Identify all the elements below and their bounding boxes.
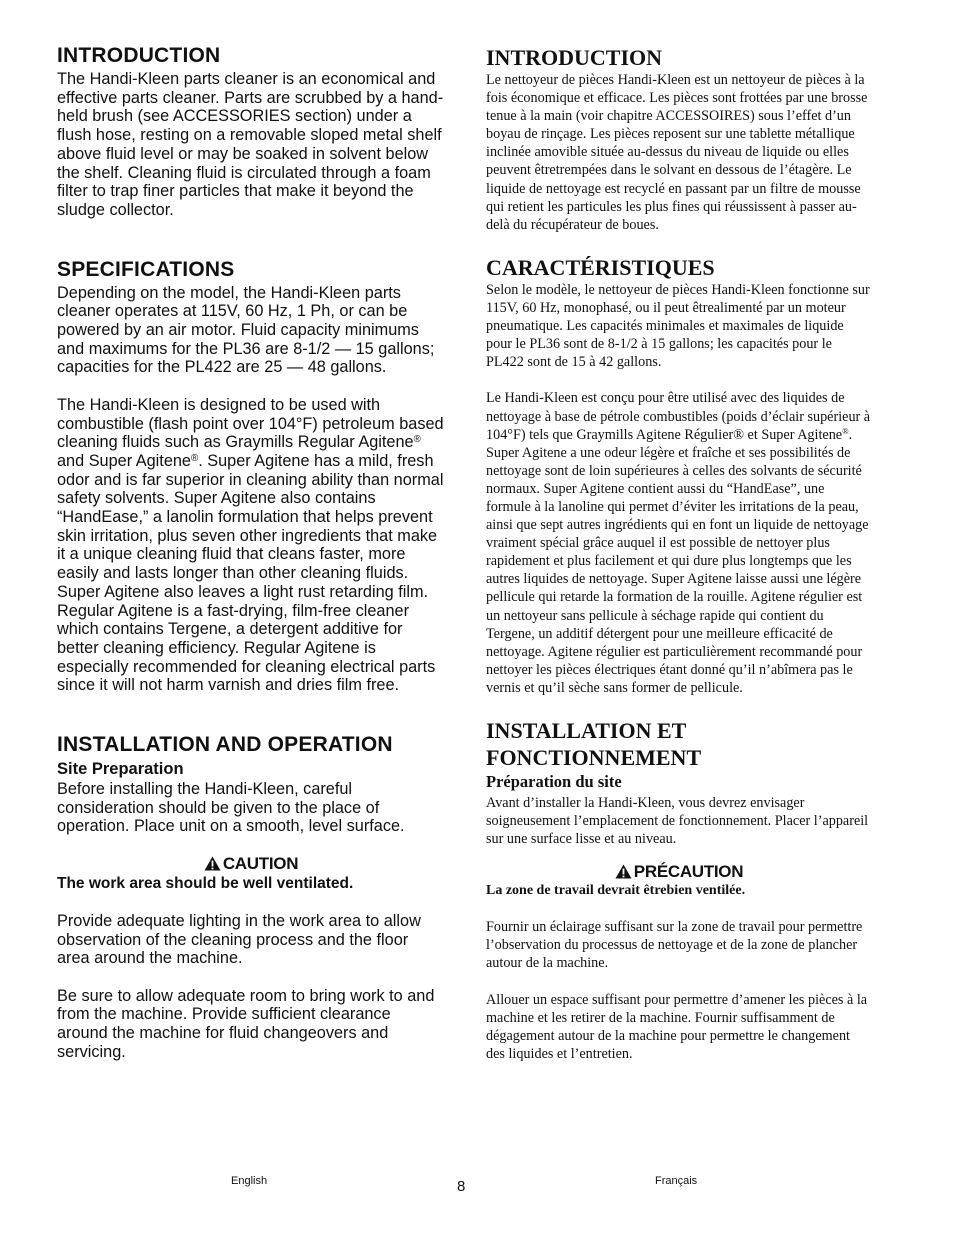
french-column [486, 44, 872, 1063]
fr-caution-label [486, 862, 872, 882]
en-spec-part-a: The Handi-Kleen is designed to be used with combustible (flash point over 104°F) petroleum based cleaning fluids such as Graymills Regular Agitene [57, 395, 444, 452]
en-specifications-text-1: Depending on the model, the Handi-Kleen parts cleaner operates at 115V, 60 Hz, 1 Ph, or can be powered by an air motor. Fluid capacity minimums and maximums for the PL36 are 8-1/2 — 15 gallons; capacities for the PL422 are 25 — 48 gallons. [57, 283, 435, 377]
en-specifications-text-2 [57, 396, 445, 695]
english-column [57, 44, 445, 1061]
en-introduction-heading: INTRODUCTION [57, 44, 221, 67]
en-spec-part-c: . Super Agitene has a mild, fresh odor and is far superior in cleaning ability than normal safety solvents. Super Agitene also contains “HandEase,” a lanolin formulation that helps prevent skin irritation, plus seven other ingredients that make it a unique cleaning fluid that cleans faster, more easily and lasts longer than other cleaning fluids. Super Agitene also leaves a light rust retarding film. Regular Agitene is a fast-drying, film-free cleaner which contains Tergene, a detergent additive for better cleaning efficiency. Regular Agitene is especially recommended for cleaning electrical parts since it will not harm varnish and dries film free. [57, 451, 444, 695]
en-room-text: Be sure to allow adequate room to bring work to and from the machine. Provide sufficient clearance around the machine for fluid changeovers and servicing. [57, 986, 435, 1061]
en-specifications-heading: SPECIFICATIONS [57, 257, 235, 281]
en-site-preparation-text: Before installing the Handi-Kleen, careful consideration should be given to the place of operation. Place unit on a smooth, level surface. [57, 780, 405, 836]
page-number: 8 [457, 1178, 466, 1195]
footer-french-label: Français [655, 1175, 698, 1187]
fr-specifications-heading: CARACTÉRISTIQUES [486, 254, 715, 280]
fr-caution-label-text: PRÉCAUTION [633, 862, 744, 882]
en-registered-mark-2: ® [190, 452, 199, 464]
en-spec-part-b: and Super Agitene [57, 451, 191, 470]
fr-registered-mark: ® [842, 425, 849, 436]
en-caution-label [57, 854, 445, 874]
en-caution-text: The work area should be well ventilated. [57, 875, 354, 893]
warning-triangle-icon [204, 856, 221, 871]
fr-specifications-text-1: Selon le modèle, le nettoyeur de pièces Handi-Kleen fonctionne sur 115V, 60 Hz, monophasé, ou il peut êtrealimenté par un moteur pneumatique. Les capacités minimales et maximales de liquide pour le PL36 sont de 8-1/2 à 15 gallons; les capacités pour le PL422 sont de 15 à 42 gallons. [486, 281, 870, 371]
en-registered-mark: ® [413, 434, 421, 446]
en-caution-label-text: CAUTION [222, 854, 299, 874]
fr-installation-heading: INSTALLATION ET FONCTIONNEMENT [486, 718, 702, 770]
fr-site-preparation-heading: Préparation du site [486, 772, 622, 791]
en-installation-heading: INSTALLATION AND OPERATION [57, 733, 393, 757]
fr-spec-part-b: . Super Agitene a une odeur légère et fraîche et ses possibilités de nettoyage sont de loin supérieures à celles des solvants de sécurité normaux. Super Agitene contient aussi du “HandEase”, une formule à la lanoline qui permet d’éviter les irritations de la peau, ainsi que sept autres ingrédients qui en font un liquide de nettoyage vraiment spécial grâce auquel il est possible de nettoyer plus rapidement et plus facilement et qui dure plus longtemps que les autres liquides de nettoyage. Super Agitene laisse aussi une légère pellicule qui retarde la formation de la rouille. Agitene régulier est un nettoyeur sans pellicule à séchage rapide qui contient du Tergene, un additif détergent pour une meilleure efficacité de nettoyage. Agitene régulier est particulièrement recommandé pour nettoyer les pièces électriques étant donné qu’il n’abîmera pas le vernis et qu’il sèche sans former de pellicule. [486, 426, 869, 696]
warning-triangle-icon [615, 864, 632, 879]
fr-specifications-text-2 [486, 389, 872, 697]
en-lighting-text: Provide adequate lighting in the work area to allow observation of the cleaning process and the floor area around the machine. [57, 911, 421, 968]
fr-lighting-text: Fournir un éclairage suffisant sur la zone de travail pour permettre l’observation du processus de nettoyage et de la zone de plancher autour de la machine. [486, 919, 863, 972]
en-introduction-text: The Handi-Kleen parts cleaner is an economical and effective parts cleaner. Parts are scrubbed by a hand-held brush (see ACCESSORIES section) under a flush hose, resting on a removable sloped metal shelf above fluid level or may be soaked in solvent below the shelf. Cleaning fluid is circulated through a foam filter to trap finer particles that make it beyond the sludge collector. [57, 70, 444, 219]
fr-introduction-text: Le nettoyeur de pièces Handi-Kleen est un nettoyeur de pièces à la fois économique et efficace. Les pièces sont frottées par une brosse tenue à la main (voir chapitre ACCESSOIRES) sous l’effet d’un boyau de rinçage. Les pièces reposent sur une tablette métallique inclinée amovible située au-dessus du niveau de liquide ou elles peuvent êtretrempées dans le solvant en dessous de l’étagère. Le liquide de nettoyage est recyclé en passant par un filtre de mousse qui retient les particules les plus fines qui réussissent à passer au-delà du récupérateur de boues. [486, 72, 868, 233]
fr-site-preparation-text: Avant d’installer la Handi-Kleen, vous devrez envisager soigneusement l’emplacement de fonctionnement. Placer l’appareil sur une surface lisse et au niveau. [486, 795, 869, 848]
fr-spec-part-a: Le Handi-Kleen est conçu pour être utilisé avec des liquides de nettoyage à base de pétrole combustibles (poids d’éclair supérieur à 104°F) tels que Graymills Agitene Régulier® et Super Agitene [486, 390, 871, 443]
fr-introduction-heading: INTRODUCTION [486, 45, 663, 70]
footer-english-label: English [231, 1175, 268, 1187]
fr-room-text: Allouer un espace suffisant pour permettre d’amener les pièces à la machine et les retirer de la machine. Fournir suffisamment de dégagement autour de la machine pour permettre le changement des liquides et l’entretien. [486, 991, 868, 1062]
fr-caution-text: La zone de travail devrait êtrebien ventilée. [486, 883, 746, 899]
en-site-preparation-heading: Site Preparation [57, 760, 184, 779]
